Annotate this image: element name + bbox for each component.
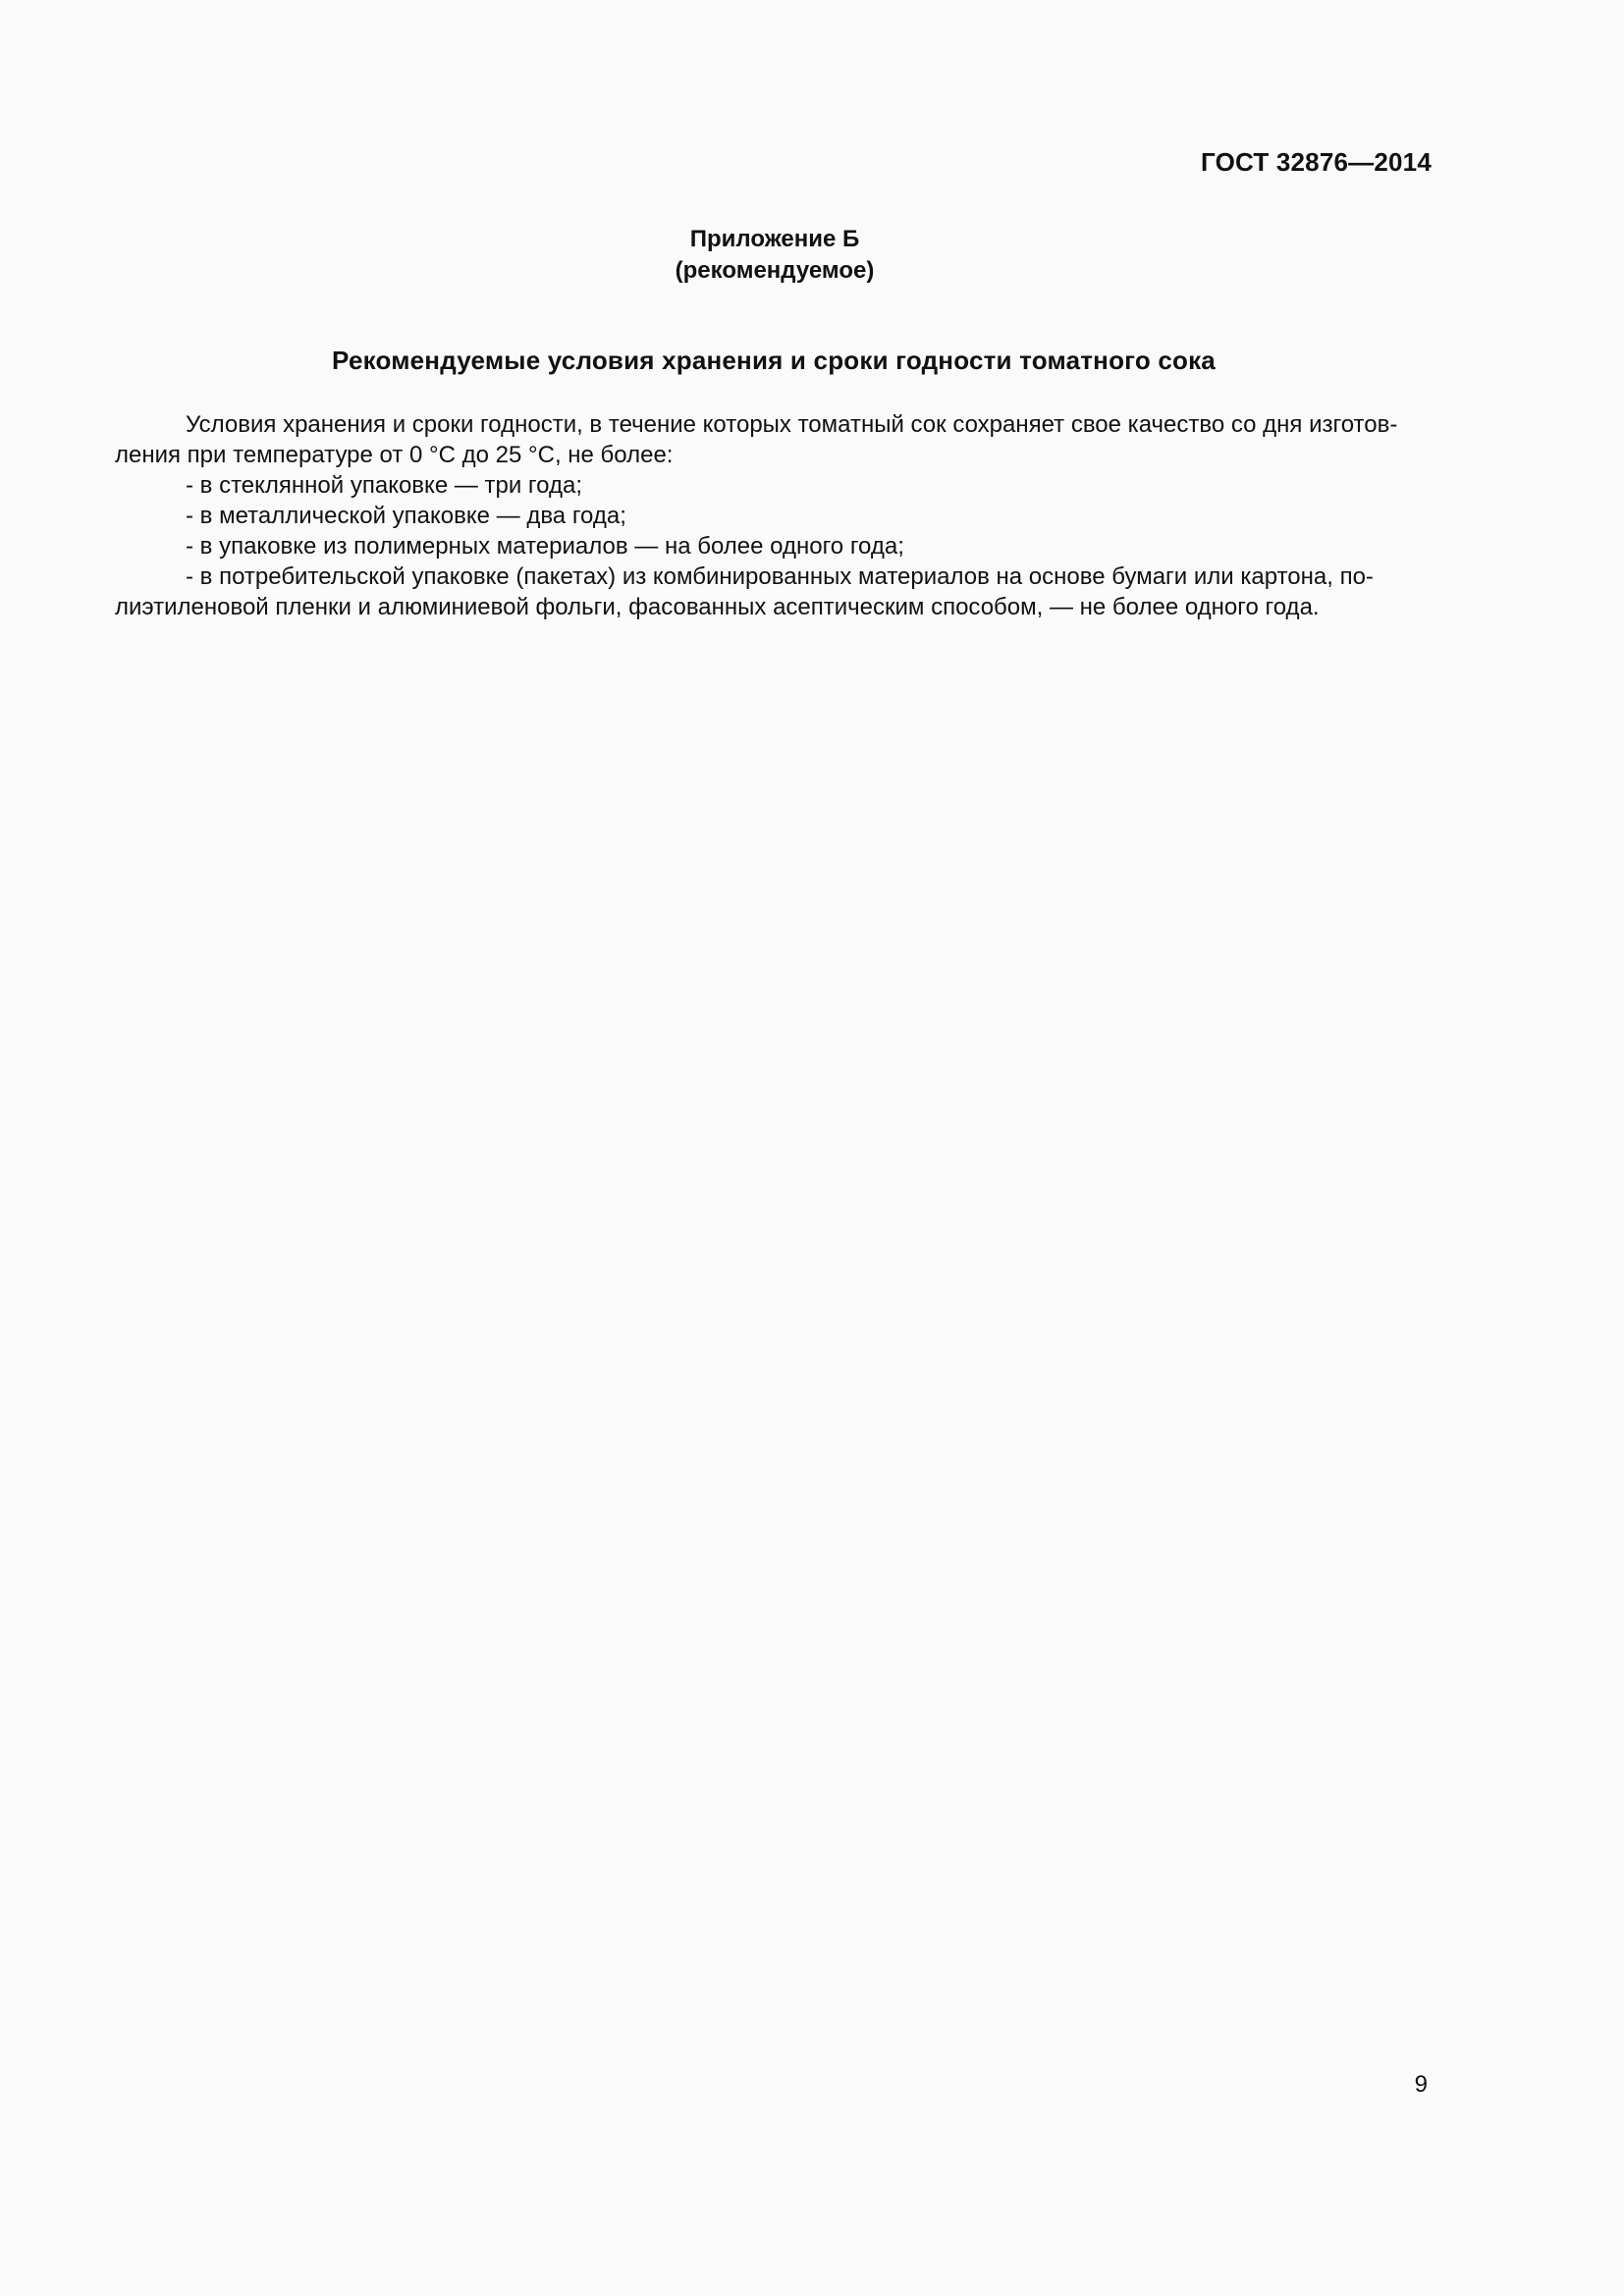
appendix-heading: [0, 224, 1549, 287]
list-item: - в металлической упаковке — два года;: [186, 503, 626, 529]
list-item: - в стеклянной упаковке — три года;: [186, 472, 582, 499]
appendix-status: (рекомендуемое): [675, 257, 875, 284]
list-item-continuation: лиэтиленовой пленки и алюминиевой фольги, фасованных асептическим способом, — не более одного года.: [115, 594, 1320, 620]
intro-paragraph-line: Условия хранения и сроки годности, в течение которых томатный сок сохраняет свое качество со дня изготов-: [186, 411, 1398, 438]
page-number: 9: [1414, 2071, 1428, 2098]
intro-paragraph-line: ления при температуре от 0 °С до 25 °С, не более:: [115, 442, 674, 468]
document-code: ГОСТ 32876—2014: [1201, 147, 1432, 177]
appendix-title: Приложение Б: [689, 226, 860, 252]
body-text: [115, 409, 1433, 622]
list-item: - в потребительской упаковке (пакетах) из комбинированных материалов на основе бумаги или картона, по-: [186, 563, 1374, 590]
section-title: Рекомендуемые условия хранения и сроки годности томатного сока: [332, 346, 1216, 375]
list-item: - в упаковке из полимерных материалов — на более одного года;: [186, 533, 904, 560]
